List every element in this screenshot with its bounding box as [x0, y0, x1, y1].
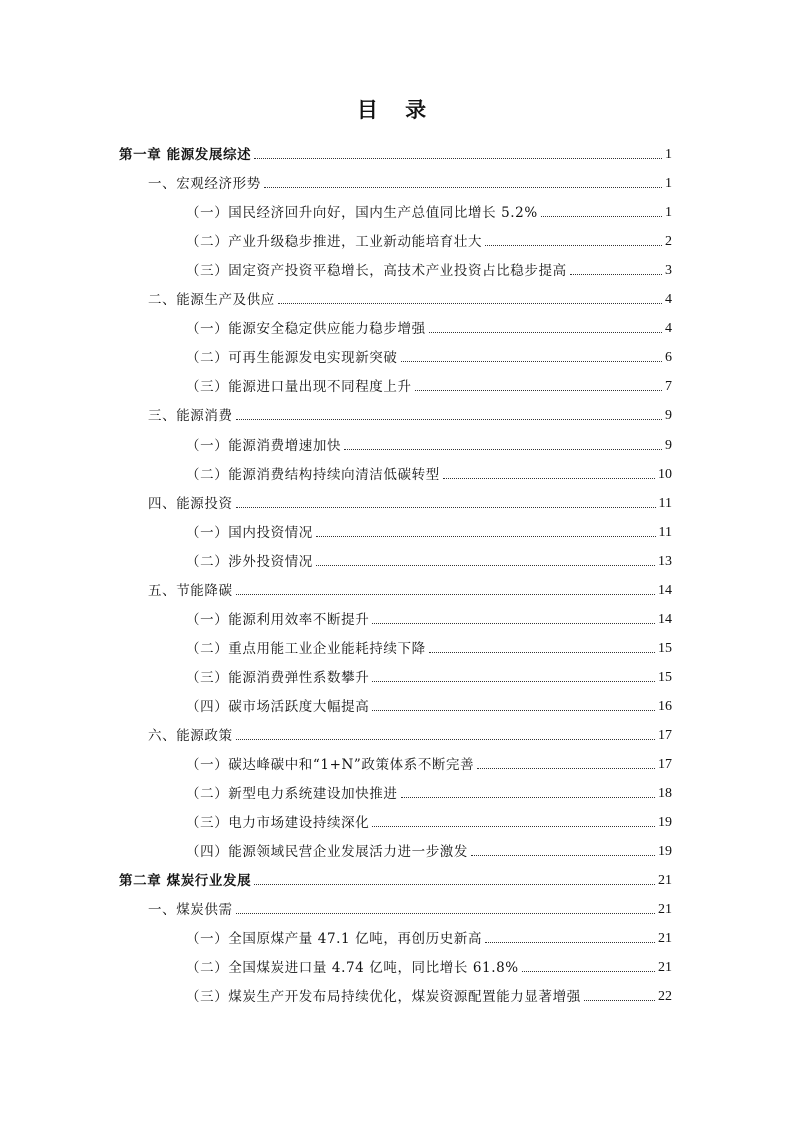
- toc-entry-label: 四、能源投资: [148, 495, 233, 512]
- dot-leader: [485, 942, 655, 943]
- toc-entry-page-number: 1: [665, 147, 672, 162]
- toc-entry-page-number: 15: [658, 640, 672, 656]
- toc-title: 目 录: [356, 98, 437, 122]
- toc-entry-page-number: 9: [665, 408, 672, 424]
- toc-entry-section[interactable]: [148, 171, 672, 193]
- toc-entry-label: （四）碳市场活跃度大幅提高: [186, 698, 370, 715]
- toc-entry-sub[interactable]: [186, 520, 672, 542]
- toc-entry-label: （二）重点用能工业企业能耗持续下降: [186, 640, 426, 657]
- dot-leader: [584, 1000, 655, 1001]
- dot-leader: [477, 768, 655, 769]
- toc-entry-sub[interactable]: [186, 316, 672, 338]
- dot-leader: [570, 274, 662, 275]
- toc-entry-label: （一）能源消费增速加快: [186, 437, 342, 454]
- toc-entry-page-number: 21: [658, 873, 672, 889]
- toc-entry-page-number: 15: [658, 669, 672, 685]
- toc-entry-page-number: 21: [658, 902, 672, 918]
- toc-entry-page-number: 10: [658, 466, 672, 482]
- toc-entry-chapter[interactable]: [119, 868, 672, 890]
- dot-leader: [372, 826, 655, 827]
- toc-entry-label: 第二章 煤炭行业发展: [119, 873, 252, 890]
- toc-entry-sub[interactable]: [186, 200, 672, 222]
- toc-entry-sub[interactable]: [186, 374, 672, 396]
- toc-entry-label: （一）国民经济回升向好，国内生产总值同比增长 5.2%: [186, 205, 538, 222]
- toc-entry-page-number: 17: [658, 728, 672, 743]
- toc-entry-page-number: 13: [658, 553, 672, 569]
- toc-entry-sub[interactable]: [186, 694, 672, 716]
- dot-leader: [372, 681, 655, 682]
- toc-entry-page-number: 14: [658, 611, 672, 627]
- dot-leader: [415, 390, 662, 391]
- dot-leader: [254, 884, 655, 885]
- dot-leader: [264, 187, 662, 188]
- dot-leader: [254, 158, 662, 159]
- toc-entry-label: （二）全国煤炭进口量 4.74 亿吨，同比增长 61.8%: [186, 960, 519, 977]
- toc-entry-sub[interactable]: [186, 433, 672, 455]
- toc-entry-section[interactable]: [148, 578, 672, 600]
- toc-entry-label: （三）能源进口量出现不同程度上升: [186, 379, 412, 396]
- toc-entry-page-number: 19: [658, 844, 672, 860]
- toc-entry-sub[interactable]: [186, 984, 672, 1006]
- dot-leader: [236, 419, 662, 420]
- dot-leader: [316, 565, 655, 566]
- toc-entry-label: （一）全国原煤产量 47.1 亿吨，再创历史新高: [186, 931, 483, 948]
- toc-entry-page-number: 17: [658, 757, 672, 773]
- dot-leader: [541, 216, 662, 217]
- toc-entry-label: （三）能源消费弹性系数攀升: [186, 669, 370, 686]
- toc-entry-section[interactable]: [148, 491, 672, 513]
- toc-entry-label: （二）能源消费结构持续向清洁低碳转型: [186, 466, 440, 483]
- toc-entry-page-number: 1: [665, 176, 672, 192]
- dot-leader: [471, 855, 655, 856]
- toc-entry-chapter[interactable]: [119, 142, 672, 164]
- toc-entry-sub[interactable]: [186, 781, 672, 803]
- dot-leader: [429, 652, 655, 653]
- toc-entry-sub[interactable]: [186, 752, 672, 774]
- toc-entry-page-number: 9: [665, 437, 672, 453]
- toc-entry-label: 一、煤炭供需: [148, 902, 233, 919]
- dot-leader: [372, 623, 655, 624]
- toc-entry-label: （三）电力市场建设持续深化: [186, 815, 370, 832]
- toc-entry-sub[interactable]: [186, 549, 672, 571]
- dot-leader: [443, 478, 655, 479]
- dot-leader: [401, 797, 656, 798]
- toc-entry-sub[interactable]: [186, 462, 672, 484]
- dot-leader: [429, 332, 662, 333]
- dot-leader: [278, 303, 662, 304]
- dot-leader: [236, 913, 655, 914]
- toc-entry-page-number: 1: [665, 205, 672, 221]
- toc-entry-label: （四）能源领域民营企业发展活力进一步激发: [186, 844, 468, 861]
- toc-entry-label: （二）产业升级稳步推进，工业新动能培育壮大: [186, 234, 483, 251]
- dot-leader: [372, 710, 655, 711]
- toc-entry-label: 五、节能降碳: [148, 582, 233, 599]
- toc-entry-label: 第一章 能源发展综述: [119, 147, 252, 163]
- toc-entry-label: （二）涉外投资情况: [186, 553, 313, 570]
- dot-leader: [344, 449, 662, 450]
- toc-entry-page-number: 14: [658, 582, 672, 598]
- toc-entry-sub[interactable]: [186, 955, 672, 977]
- toc-entry-page-number: 22: [658, 989, 672, 1005]
- toc-entry-page-number: 4: [665, 292, 672, 308]
- toc-entry-page-number: 6: [665, 350, 672, 366]
- toc-entry-label: （一）碳达峰碳中和“1+N”政策体系不断完善: [186, 757, 475, 774]
- toc-entry-section[interactable]: [148, 403, 672, 425]
- toc-entry-label: （三）煤炭生产开发布局持续优化，煤炭资源配置能力显著增强: [186, 989, 581, 1006]
- toc-entry-page-number: 21: [658, 931, 672, 947]
- toc-entry-label: （二）新型电力系统建设加快推进: [186, 786, 398, 803]
- toc-entry-section[interactable]: [148, 897, 672, 919]
- toc-entry-page-number: 18: [658, 786, 672, 802]
- dot-leader: [236, 507, 656, 508]
- toc-entry-sub[interactable]: [186, 665, 672, 687]
- toc-entry-sub[interactable]: [186, 926, 672, 948]
- toc-entry-sub[interactable]: [186, 345, 672, 367]
- toc-entry-section[interactable]: [148, 723, 672, 745]
- toc-entry-label: 三、能源消费: [148, 408, 233, 425]
- toc-entry-page-number: 21: [658, 960, 672, 976]
- toc-entry-section[interactable]: [148, 287, 672, 309]
- toc-entry-page-number: 2: [665, 234, 672, 250]
- toc-entry-page-number: 7: [665, 379, 672, 395]
- toc-entry-label: 六、能源政策: [148, 728, 233, 744]
- toc-entry-sub[interactable]: [186, 258, 672, 280]
- toc-entry-page-number: 4: [665, 321, 672, 337]
- dot-leader: [522, 971, 655, 972]
- toc-entry-page-number: 3: [665, 263, 672, 279]
- toc-entry-label: 一、宏观经济形势: [148, 176, 261, 193]
- dot-leader: [236, 739, 655, 740]
- toc-entry-page-number: 11: [658, 495, 672, 511]
- toc-entry-label: （一）国内投资情况: [186, 524, 313, 541]
- dot-leader: [401, 361, 663, 362]
- toc-entry-label: （三）固定资产投资平稳增长，高技术产业投资占比稳步提高: [186, 263, 567, 280]
- toc-entry-page-number: 11: [658, 524, 672, 540]
- dot-leader: [236, 594, 655, 595]
- toc-entry-label: （二）可再生能源发电实现新突破: [186, 350, 398, 367]
- toc-entry-label: （一）能源利用效率不断提升: [186, 611, 370, 628]
- toc-entry-sub[interactable]: [186, 839, 672, 861]
- toc-entry-page-number: 19: [658, 815, 672, 831]
- toc-entry-label: （一）能源安全稳定供应能力稳步增强: [186, 321, 426, 338]
- toc-entry-page-number: 16: [658, 698, 672, 714]
- dot-leader: [316, 536, 656, 537]
- toc-entry-label: 二、能源生产及供应: [148, 292, 275, 309]
- dot-leader: [485, 245, 662, 246]
- toc-entry-sub[interactable]: [186, 636, 672, 658]
- toc-entry-sub[interactable]: [186, 229, 672, 251]
- toc-entry-sub[interactable]: [186, 607, 672, 629]
- toc-entry-sub[interactable]: [186, 810, 672, 832]
